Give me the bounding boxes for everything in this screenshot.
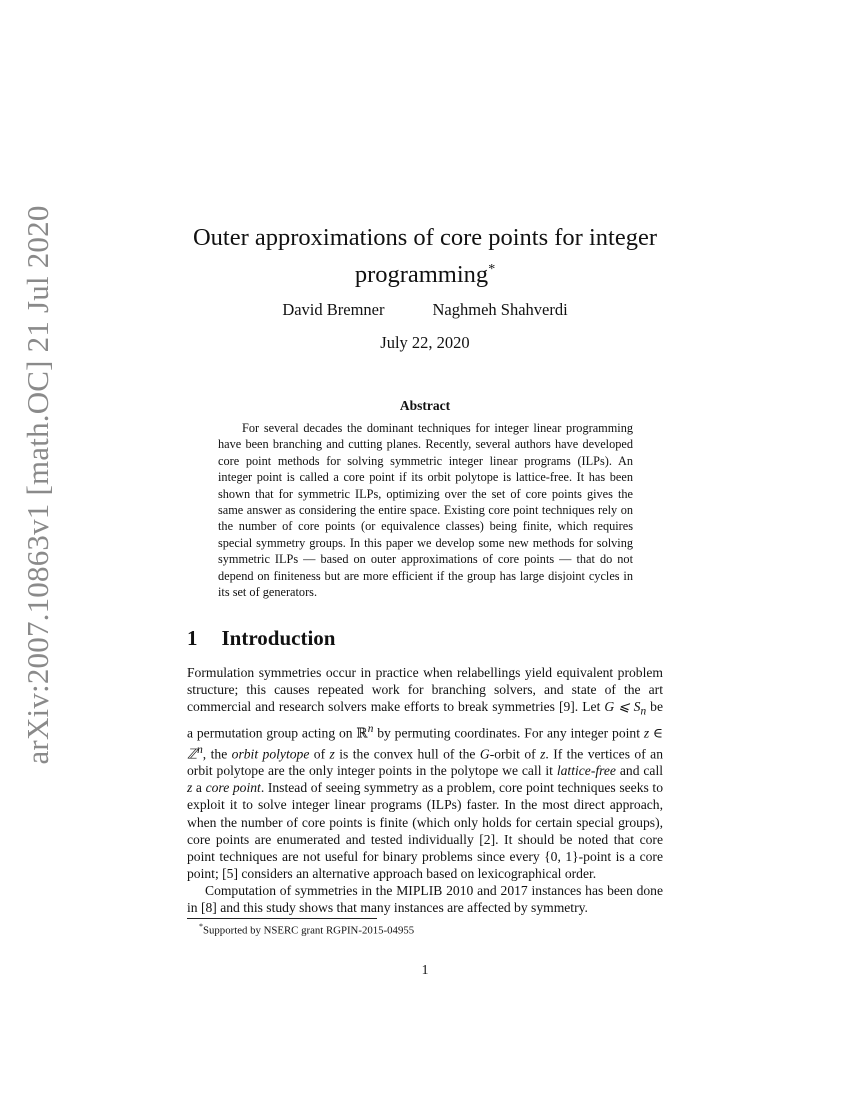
term-emphasis: orbit polytope: [231, 746, 310, 762]
footnote-divider: [187, 918, 377, 919]
math-inline: z: [540, 746, 546, 762]
author-list: [200, 300, 650, 320]
title-footnote-marker: *: [488, 262, 496, 277]
intro-text: by permuting coordinates. For any integer point: [373, 725, 644, 741]
math-inline: z: [329, 746, 335, 762]
intro-text: is the convex hull of the: [334, 746, 480, 762]
term-emphasis: core point: [205, 780, 261, 796]
title-line-2-text: programming: [354, 261, 489, 289]
section-heading: [187, 626, 335, 651]
footnote-text: Supported by NSERC grant RGPIN-2015-04955: [203, 924, 415, 937]
intro-text: a: [192, 780, 206, 796]
footnote-marker: *: [199, 922, 203, 931]
introduction-body: [187, 664, 663, 916]
author-2: Naghmeh Shahverdi: [432, 300, 568, 319]
abstract-text: For several decades the dominant techniques for integer linear programming have been branching and cutting planes. Recently, several authors have developed core point methods for solving symmetric integer linear programs (ILPs). An integer point is called a core point if its orbit polytope is lattice-free. It has been shown that for symmetric ILPs, optimizing over the set of core points gives the same answer as considering the entire space. Existing core point techniques rely on the number of core points (or equivalence classes) being finite, which requires special symmetry groups. In this paper we develop some new methods for solving symmetric ILPs — based on outer approximations of core points — that do not depend on finiteness but are more efficient if the group has large disjoint cycles in its set of generators.: [218, 421, 633, 600]
math-inline: z ∈ ℤ: [187, 725, 663, 762]
math-superscript: n: [197, 743, 203, 756]
abstract-heading: Abstract: [399, 398, 451, 413]
intro-text: of: [309, 746, 330, 762]
section-title: Introduction: [221, 626, 336, 650]
paper-title: [150, 222, 700, 291]
math-inline: G: [479, 746, 490, 762]
intro-text: . Instead of seeing symmetry as a problem, core point techniques seeks to exploit it to solve integer linear programs (ILPs) faster. In the most direct approach, when the number of core points is finite (which only holds for certain special groups), core points are enumerated and tested individually [2]. It should be noted that core point techniques are not useful for binary problems since every {0, 1}-point is a core point; [5] considers an alternative approach based on lexicographical order.: [187, 780, 663, 881]
section-number: 1: [187, 626, 198, 650]
math-inline: z: [187, 780, 193, 796]
intro-text: , the: [202, 746, 232, 762]
intro-paragraph-1: [187, 664, 663, 882]
intro-text: be a permutation group acting on: [187, 699, 664, 741]
intro-text: Formulation symmetries occur in practice when relabellings yield equivalent problem structure; this causes repeated work for branching solvers, and state of the art commercial and research solvers make efforts to break symmetries [9]. Let: [187, 665, 663, 715]
page-number: 1: [421, 962, 429, 977]
math-subscript: n: [640, 705, 647, 718]
math-superscript: n: [367, 723, 374, 735]
intro-text: -orbit of: [489, 746, 541, 762]
author-1: David Bremner: [282, 300, 385, 319]
title-line-2: [150, 254, 700, 291]
math-inline: ℝ: [356, 725, 368, 741]
term-emphasis: lattice-free: [556, 763, 616, 779]
footnote: [199, 922, 414, 937]
math-inline: G ⩽ S: [604, 699, 641, 715]
title-line-1: Outer approximations of core points for integer: [192, 224, 657, 251]
intro-text: and call: [615, 763, 663, 779]
intro-text: . If the vertices of an orbit polytope are the only integer points in the polytope we call it: [187, 746, 664, 779]
arxiv-identifier-stamp: arXiv:2007.10863v1 [math.OC] 21 Jul 2020: [20, 205, 55, 765]
publication-date: July 22, 2020: [380, 333, 470, 352]
intro-paragraph-2: Computation of symmetries in the MIPLIB 2010 and 2017 instances has been done in [8] and this study shows that many instances are affected by symmetry.: [187, 882, 663, 915]
